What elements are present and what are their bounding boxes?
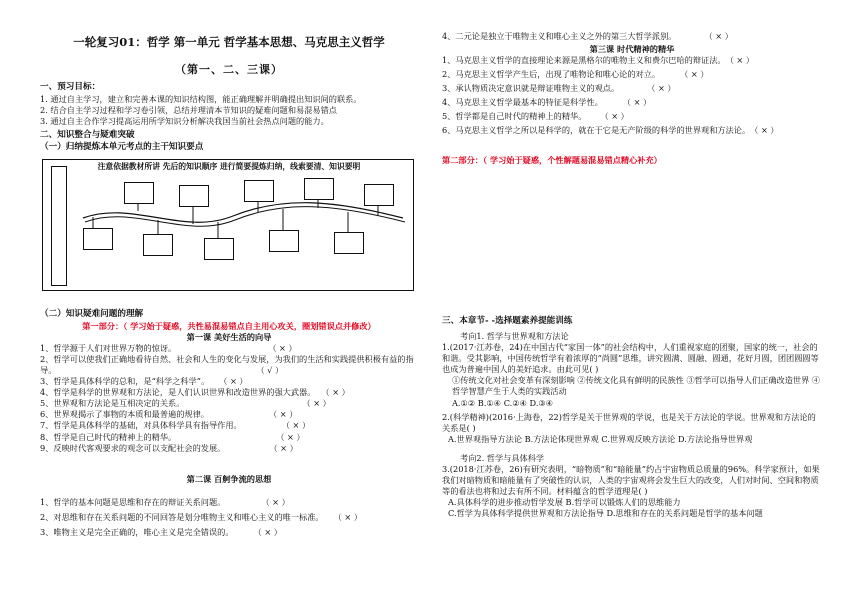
left-column	[40, 0, 418, 538]
statement: 4、马克思主义哲学最基本的特征是科学性。 （ × ）	[442, 97, 652, 108]
page-title: 一轮复习01：哲学 第一单元 哲学基本思想、马克思主义哲学	[73, 35, 385, 49]
lesson3-title: 第三课 时代精神的精华	[589, 44, 675, 55]
sub1-heading: （一）归纳提炼本单元考点的主干知识要点	[40, 141, 204, 152]
preview-item: 1. 通过自主学习，建立和完善本课的知识结构图，能正确理解并明确提出知识间的联系。	[40, 93, 362, 104]
question-3-option-row: A.具体科学的进步推动哲学发展 B.哲学可以锻炼人们的思维能力	[448, 497, 681, 508]
statement: 9、反映时代客观要求的观念可以支配社会的发展。 （ × ）	[40, 442, 298, 453]
statement: 3、唯物主义是完全正确的，唯心主义是完全错误的。 （ × ）	[40, 526, 282, 537]
question-1-options: A.①② B.①④ C.②④ D.③④	[452, 397, 554, 408]
topic1-heading: 考向1. 哲学与世界观和方法论	[460, 331, 569, 342]
lesson1-title: 第一课 美好生活的向导	[186, 331, 272, 342]
preview-heading: 一、预习目标：	[40, 82, 101, 93]
statement: 4、二元论是独立于唯物主义和唯心主义之外的第三大哲学派别。 （ × ）	[442, 31, 733, 41]
lesson2-title: 第二课 百舸争流的思想	[186, 473, 272, 484]
statement: 2、马克思主义哲学产生后，出现了唯物论和唯心论的对立。 （ × ）	[442, 69, 709, 80]
statement: 2、对思维和存在关系问题的不同回答是划分唯物主义和唯心主义的唯一标准。 （ × ）	[40, 511, 363, 522]
diagram-lines	[43, 160, 413, 290]
statement: 1、哲学源于人们对世界万物的惊讶。 （ × ）	[40, 343, 297, 354]
question-1-choices: ①传统文化对社会变革有深刻影响 ②传统文化具有鲜明的民族性 ③哲学可以指导人们正确改造世界 ④哲学智慧产生于人类的实践活动	[452, 375, 821, 397]
diagram-box	[244, 180, 274, 202]
right-column	[442, 0, 822, 519]
diagram-box	[124, 182, 154, 204]
preview-item: 3. 通过自主合作学习提高运用所学知识分析解决我国当前社会热点问题的能力。	[40, 116, 329, 127]
statement: 4、哲学是科学的世界观和方法论，是人们认识世界和改造世界的强大武器。 （ × ）	[40, 387, 350, 398]
diagram-box	[269, 230, 299, 252]
knowledge-map-diagram	[42, 159, 414, 291]
statement: 7、哲学是具体科学的基础，对具体科学具有指导作用。 （ × ）	[40, 420, 311, 431]
diagram-note: 注意依据教材所讲 先后的知识顺序 进行简要提炼归纳，线索要清、知识要明	[97, 162, 361, 172]
diagram-box	[304, 178, 334, 200]
section3-heading: 三、本章节- -选择题素养提能训练	[442, 315, 573, 326]
statement: 5、世界观和方法论是互相决定的关系。 （ × ）	[40, 398, 331, 409]
question-1-stem: 1.(2017·江苏卷，24)在中国古代“家国一体”的社会结构中，人们重视家庭的团聚，国家的统一，社会的和谐。受其影响，中国传统哲学有着浓厚的“尚圆”思维，讲究圆满、圆融、圆通，花好月圆，团团圆圆等也成为普遍中国人的美好追求。由此可见( )	[442, 342, 819, 375]
statement: 8、哲学是自己时代的精神上的精华。 （ × ）	[40, 431, 305, 442]
diagram-box	[179, 185, 209, 207]
diagram-box	[143, 234, 173, 256]
diagram-box	[83, 228, 113, 250]
topic2-heading: 考向2. 哲学与具体科学	[460, 452, 545, 463]
statement: 1、马克思主义哲学的直接理论来源是黑格尔的唯物主义和费尔巴哈的辩证法。（ × ）	[442, 55, 755, 66]
statement: 6、马克思主义哲学之所以是科学的，就在于它是无产阶级的科学的世界观和方法论。（ × ）	[442, 125, 779, 136]
question-3-option-row: C.哲学为具体科学提供世界观和方法论指导 D.思维和存在的关系问题是哲学的基本问题	[448, 508, 763, 519]
statement: 6、世界观揭示了事物的本质和最普遍的规律。 （ × ）	[40, 409, 298, 420]
page-subtitle: （第一、二、三课）	[175, 62, 283, 76]
part2-instruction: 第二部分：（ 学习始于疑惑，个性解题易混易错点精心补充）	[442, 154, 662, 165]
statement: 2、哲学可以使我们正确地看待自然、社会和人生的变化与发展，为我们的生活和实践提供积极有益的指导。 （ √ ）	[40, 354, 414, 376]
diagram-box	[204, 238, 234, 260]
preview-item: 2. 结合自主学习过程和学习卷引领，总结并理清本节知识的疑难问题和易混易错点	[40, 105, 337, 116]
question-2-stem: 2.(科学精神)(2016·上海卷，22)哲学是关于世界观的学说，也是关于方法论的学说。世界观和方法论的关系是( )	[442, 411, 816, 433]
question-3-stem: 3.(2018·江苏卷，26)有研究表明，“暗物质”和“暗能量”约占宇宙物质总质量的96%。科学家预计，如果我们对暗物质和暗能量有了突破性的认识，人类的宇宙观将会发生巨大的改变，人们对时间、空间和物质等的看法也将和过去有所不同。材料蕴含的哲学道理是( )	[442, 463, 820, 496]
diagram-box	[334, 232, 364, 254]
part1-instruction: 第一部分：（ 学习始于疑惑，共性易混易错点自主用心攻关，圈划错误点并修改）	[82, 320, 376, 331]
statement: 5、哲学都是自己时代的精神上的精华。 （ × ）	[442, 111, 629, 122]
statement: 1、哲学的基本问题是思维和存在的辩证关系问题。 （ × ）	[40, 496, 290, 507]
sub2-heading: （二）知识疑难问题的理解	[40, 309, 144, 320]
diagram-box	[364, 184, 394, 206]
statement: 3、哲学是具体科学的总和，是“科学之科学”。 （ × ）	[40, 376, 248, 387]
question-2-options: A.世界观指导方法论 B.方法论体现世界观 C.世界观反映方法论 D.方法论指导世界观	[448, 433, 753, 444]
section2-heading: 二、知识整合与疑难突破	[40, 130, 135, 141]
statement: 3、承认物质决定意识就是辩证唯物主义的观点。 （ × ）	[442, 83, 676, 94]
